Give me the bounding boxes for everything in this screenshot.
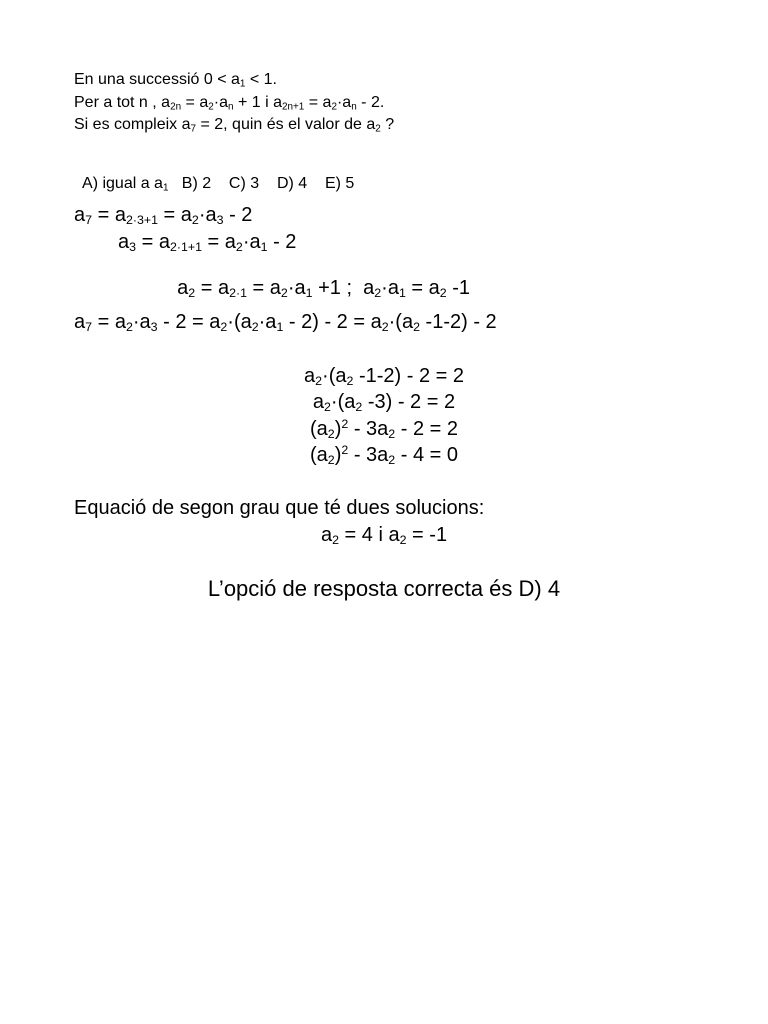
problem-line-2: Per a tot n , $a_{2n} = a_2\cdot a_n + 1$ i $a_{2n+1} = a_2\cdot a_n - 2$.	[74, 94, 385, 113]
answer-options: A) igual a $a_1$ B) 2 C) 3 D) 4 E) 5	[82, 175, 355, 194]
equation-4: $(a_2)^2 - 3a_2 - 4 = 0$	[309, 443, 459, 468]
problem-line-1: En una successió $0 < a_1 < 1$.	[74, 71, 277, 90]
final-answer: L’opció de resposta correcta és D) 4	[207, 576, 561, 601]
equation-1: $a_2\cdot(a_2$ -1-2) - 2 = 2	[304, 365, 464, 389]
solutions-values: $a_2 = 4$ i $a_2 = -1$	[320, 524, 448, 548]
step-a7-substitution: $a_7 = a_2\cdot a_3 - 2 = a_2\cdot(a_2\cdot a_1 - 2) - 2 = a_2\cdot(a_2$ -1-2) - 2	[74, 311, 497, 335]
solutions-intro: Equació de segon grau que té dues solucions:	[74, 497, 485, 519]
equation-2: $a_2\cdot(a_2$ -3) - 2 = 2	[312, 391, 456, 415]
problem-line-3: Si es compleix $a_7 = 2$, quin és el valor de $a_2$ ?	[74, 116, 395, 135]
step-a3: $a_3 = a_{2\cdot 1+1} = a_2\cdot a_1 - 2$	[118, 231, 297, 255]
step-a7: $a_7 = a_{2\cdot 3+1} = a_2\cdot a_3 - 2$	[74, 204, 253, 228]
step-a2: $a_2 = a_{2\cdot 1} = a_2\cdot a_1 +1$ ; $a_2\cdot a_1 = a_2$ -1	[177, 277, 471, 301]
equation-3: $(a_2)^2 - 3a_2 - 2 = 2$	[309, 417, 459, 442]
